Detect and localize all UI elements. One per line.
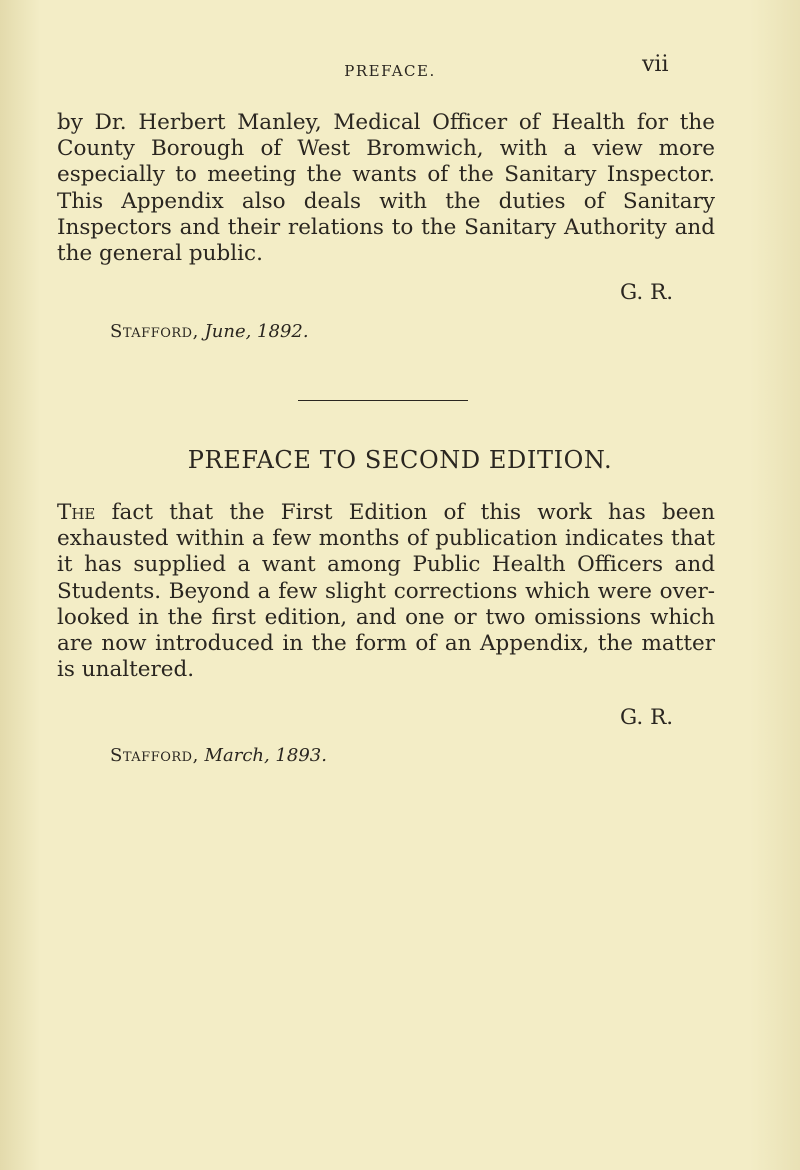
running-head: PREFACE. [344,62,436,80]
first-preface-dateline [110,321,309,342]
second-preface-place: Stafford, [110,745,199,766]
second-preface-first-word: The [57,500,96,525]
page-number: vii [642,52,669,77]
first-preface-initials: G. R. [620,280,674,305]
section-title: PREFACE TO SECOND EDITION. [187,446,613,474]
section-divider [298,400,468,401]
second-preface-paragraph [57,500,715,683]
second-preface-dateline [110,745,327,766]
second-preface-date: March, 1893. [204,745,327,766]
second-preface-text: fact that the First Edition of this work has been exhausted within a few months of publication indicates that it has supplied a want among Public Health Officers and Students. Beyond a few slight corrections which were over-looked in the first edition, and one or two omissions which are now introduced in the form of an Appendix, the matter is unaltered. [57,500,715,683]
first-preface-paragraph: by Dr. Herbert Manley, Medical Officer of Health for the County Borough of West Bromwich, with a view more especially to meeting the wants of the Sanitary Inspector. This Appendix also deals with the duties of Sanitary Inspectors and their relations to the Sanitary Authority and the general public. [57,110,715,267]
first-preface-date: June, 1892. [204,321,309,342]
second-preface-initials: G. R. [620,705,674,730]
first-preface-place: Stafford, [110,321,199,342]
